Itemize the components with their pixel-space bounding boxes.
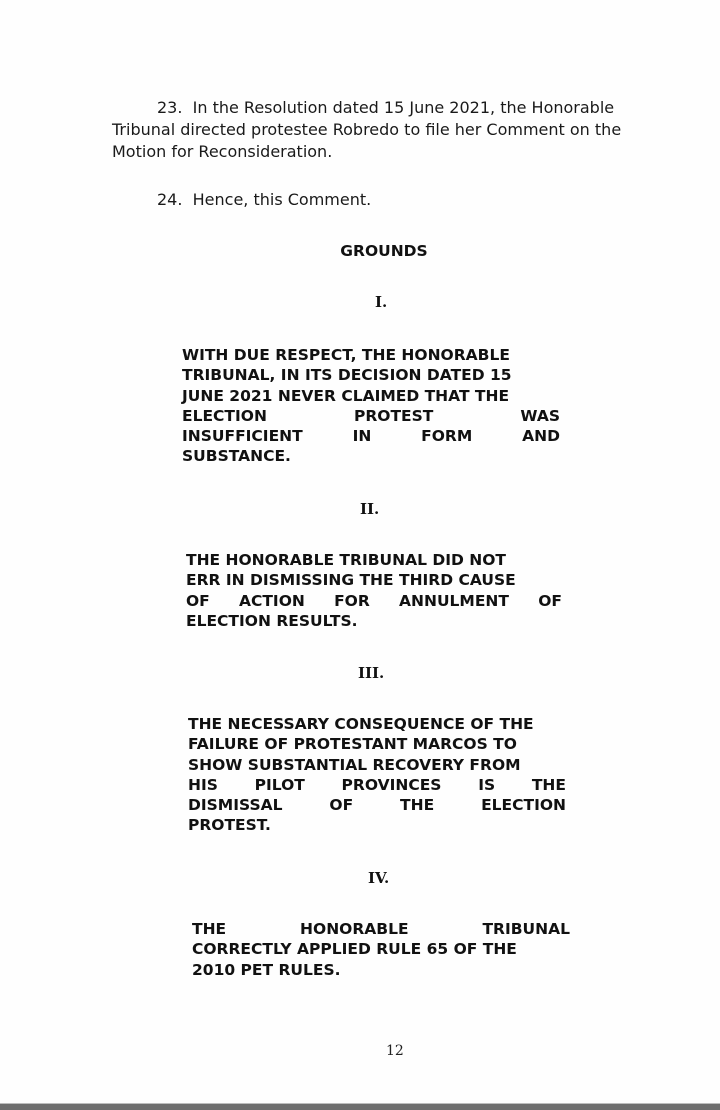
ground-iv-text: [192, 919, 570, 980]
ground-numeral-i: I.: [375, 293, 388, 311]
ground-text-line: [186, 550, 562, 570]
ground-text-word: OF: [329, 796, 354, 815]
ground-text-word: PILOT: [254, 775, 305, 794]
ground-text-line: [188, 734, 566, 754]
ground-text-line: [186, 591, 562, 611]
paragraph-number: 24.: [157, 190, 183, 209]
ground-text-line: [182, 365, 560, 385]
grounds-heading: GROUNDS: [340, 242, 428, 260]
ground-text-word: THE: [531, 775, 566, 794]
ground-text-line: [182, 345, 560, 365]
ground-text-word: ELECTION: [182, 406, 267, 425]
ground-text-word: SHOW SUBSTANTIAL RECOVERY FROM: [188, 755, 521, 774]
ground-numeral-iv: IV.: [368, 869, 390, 887]
ground-text-word: THE NECESSARY CONSEQUENCE OF THE: [188, 715, 534, 733]
ground-text-word: AND: [522, 427, 560, 446]
paragraph-text: Hence, this Comment.: [192, 190, 372, 209]
ground-i-text: [182, 345, 560, 467]
ground-text-word: ANNULMENT: [399, 591, 509, 610]
ground-text-word: ERR IN DISMISSING THE THIRD CAUSE: [186, 571, 516, 590]
ground-text-word: ELECTION RESULTS.: [186, 611, 358, 630]
ground-text-line: [192, 939, 570, 959]
ground-text-word: 2010 PET RULES.: [192, 960, 341, 979]
paragraph-23: [112, 97, 657, 163]
ground-text-line: [188, 755, 566, 775]
ground-text-word: ACTION: [238, 591, 305, 610]
ground-text-word: THE: [192, 920, 227, 938]
ground-text-line: [188, 775, 566, 795]
ground-text-word: PROTEST.: [188, 816, 271, 835]
ground-text-line: [188, 795, 566, 815]
ground-text-word: SUBSTANCE.: [182, 447, 291, 466]
ground-text-word: WITH DUE RESPECT, THE HONORABLE: [182, 346, 510, 364]
paragraph-number: 23.: [157, 98, 183, 117]
ground-text-line: [188, 815, 566, 835]
ground-text-line: [182, 446, 560, 466]
ground-text-word: PROVINCES: [341, 775, 442, 794]
ground-text-word: JUNE 2021 NEVER CLAIMED THAT THE: [182, 386, 510, 405]
ground-text-line: [182, 386, 560, 406]
page-number: 12: [386, 1043, 404, 1059]
ground-text-word: HONORABLE: [300, 920, 409, 938]
ground-text-line: [192, 960, 570, 980]
ground-text-word: THE HONORABLE TRIBUNAL DID NOT: [186, 551, 506, 569]
ground-text-word: WAS: [520, 406, 560, 425]
paragraph-24: [157, 189, 371, 211]
ground-text-line: [188, 714, 566, 734]
ground-text-word: FAILURE OF PROTESTANT MARCOS TO: [188, 735, 517, 754]
ground-text-word: PROTEST: [353, 406, 434, 425]
ground-text-word: HIS: [188, 775, 218, 794]
ground-text-word: ELECTION: [481, 796, 566, 815]
ground-text-word: FORM: [421, 427, 473, 446]
ground-text-word: OF: [186, 591, 210, 610]
ground-text-word: FOR: [334, 591, 370, 610]
ground-text-line: [192, 919, 570, 939]
ground-numeral-iii: III.: [358, 664, 385, 682]
ground-text-word: THE: [400, 796, 435, 815]
ground-iii-text: [188, 714, 566, 836]
ground-ii-text: [186, 550, 562, 631]
ground-numeral-ii: II.: [360, 500, 380, 518]
ground-text-line: [182, 426, 560, 446]
ground-text-word: IN: [352, 427, 372, 446]
ground-text-word: IS: [478, 775, 496, 794]
ground-text-word: INSUFFICIENT: [182, 427, 303, 446]
paragraph-text: In the Resolution dated 15 June 2021, the Honorable Tribunal directed protestee Robredo to file her Comment on the Motion for Reconsideration.: [112, 98, 622, 161]
ground-text-line: [186, 570, 562, 590]
ground-text-word: TRIBUNAL, IN ITS DECISION DATED 15: [182, 366, 512, 385]
ground-text-word: DISMISSAL: [188, 796, 283, 815]
ground-text-line: [186, 611, 562, 631]
ground-text-line: [182, 406, 560, 426]
ground-text-word: OF: [538, 591, 562, 610]
ground-text-word: CORRECTLY APPLIED RULE 65 OF THE: [192, 940, 517, 959]
ground-text-word: TRIBUNAL: [482, 920, 570, 938]
